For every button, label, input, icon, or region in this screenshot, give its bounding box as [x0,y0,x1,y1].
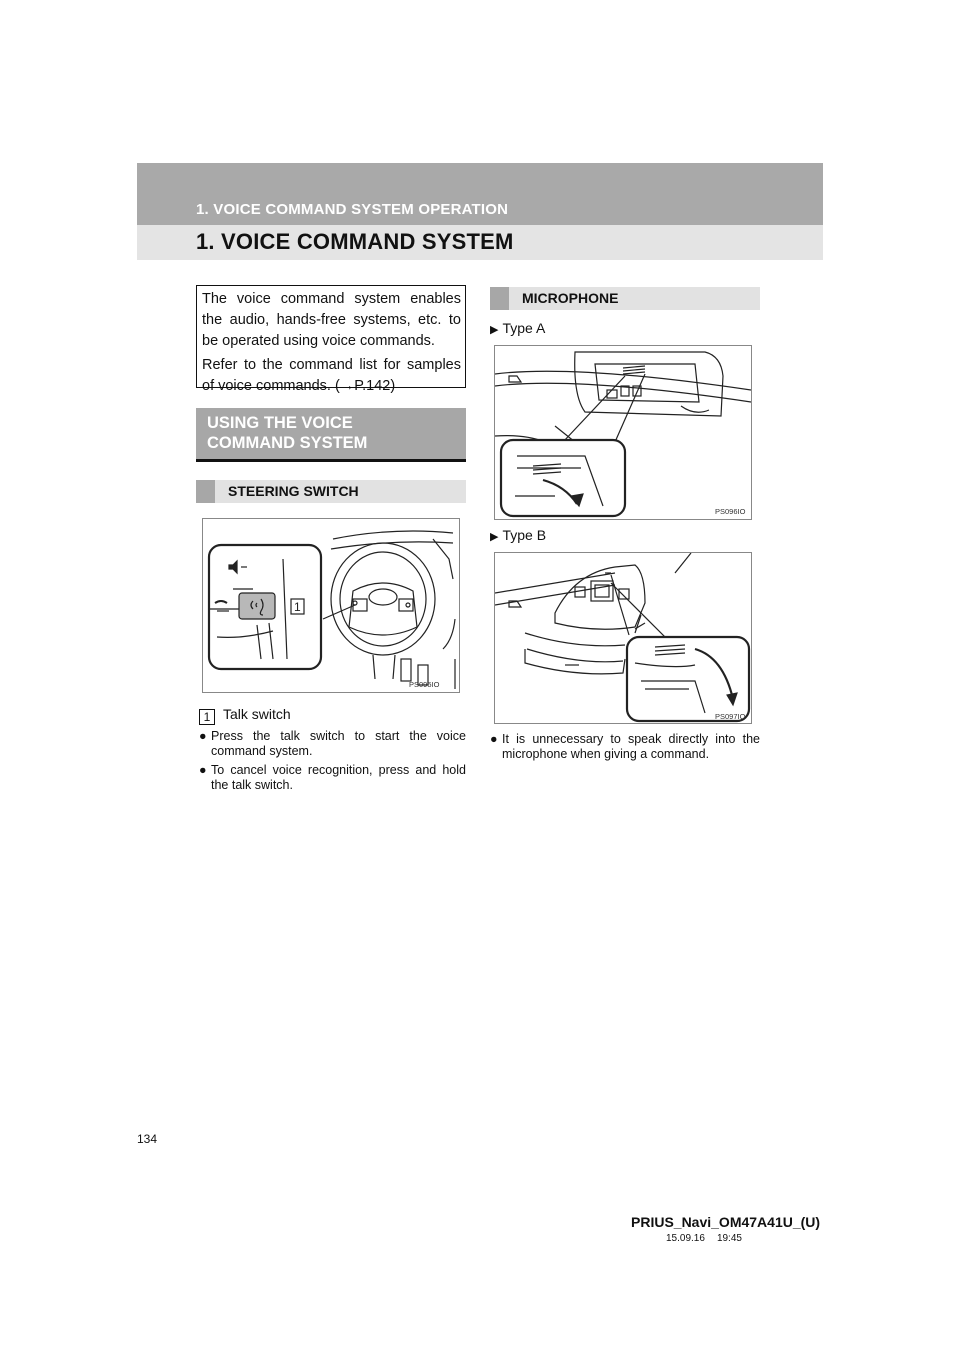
triangle-right-icon: ▶ [490,324,499,336]
page-title: 1. VOICE COMMAND SYSTEM [196,229,514,254]
using-heading-line2: COMMAND SYSTEM [207,434,368,452]
microphone-type-b-figure [494,552,752,724]
figure-id: PS097IO [715,712,746,721]
filled-circle-icon: ● [199,729,207,743]
intro-reference: Refer to the command list for samples of voice commands. (→P.142) [202,357,461,394]
triangle-right-icon: ▶ [490,531,499,543]
intro-box [196,285,466,394]
type-a-label [490,320,545,336]
page-number: 134 [137,1132,158,1146]
figure-id: PS096IO [715,507,746,516]
microphone-heading [490,287,760,310]
document-timestamp [666,1233,754,1244]
using-heading-line1: USING THE VOICE [207,414,353,432]
heading-square-marker [490,287,509,310]
filled-circle-icon: ● [490,732,498,746]
section-label: 1. VOICE COMMAND SYSTEM OPERATION [196,201,509,218]
bullet-text: To cancel voice recognition, press and hold the talk switch. [211,763,466,792]
callout-label: Talk switch [223,706,291,722]
figure-id: PS095IO [409,680,440,689]
document-date: 15.09.16 [666,1233,705,1244]
document-id: PRIUS_Navi_OM47A41U_(U) [631,1214,821,1230]
intro-paragraph: The voice command system enables the audio, hands-free systems, etc. to be operated using voice commands. [202,291,461,349]
steering-switch-heading [196,480,466,503]
figure-callout-number: 1 [294,600,301,614]
microphone-type-a-figure [494,345,752,520]
type-a-text: Type A [502,320,546,336]
overhead-console-illustration-a [495,346,751,519]
microphone-heading-text: MICROPHONE [522,290,619,306]
steering-switch-heading-text: STEERING SWITCH [228,483,359,499]
document-time: 19:45 [716,1233,742,1244]
bullet-text: Press the talk switch to start the voice command system. [211,729,466,758]
using-voice-heading [196,408,466,462]
list-item [490,732,760,762]
filled-circle-icon: ● [199,763,207,777]
type-b-text: Type B [502,527,547,543]
type-b-label [490,527,546,543]
steering-wheel-illustration [203,519,459,692]
list-item [199,763,466,793]
callout-number-box: 1 [199,709,215,725]
list-item [199,729,466,759]
overhead-console-illustration-b [495,553,751,723]
bullet-text: It is unnecessary to speak directly into the microphone when giving a command. [502,732,760,761]
heading-square-marker [196,480,215,503]
steering-switch-figure [202,518,460,693]
talk-switch-callout [199,706,291,725]
